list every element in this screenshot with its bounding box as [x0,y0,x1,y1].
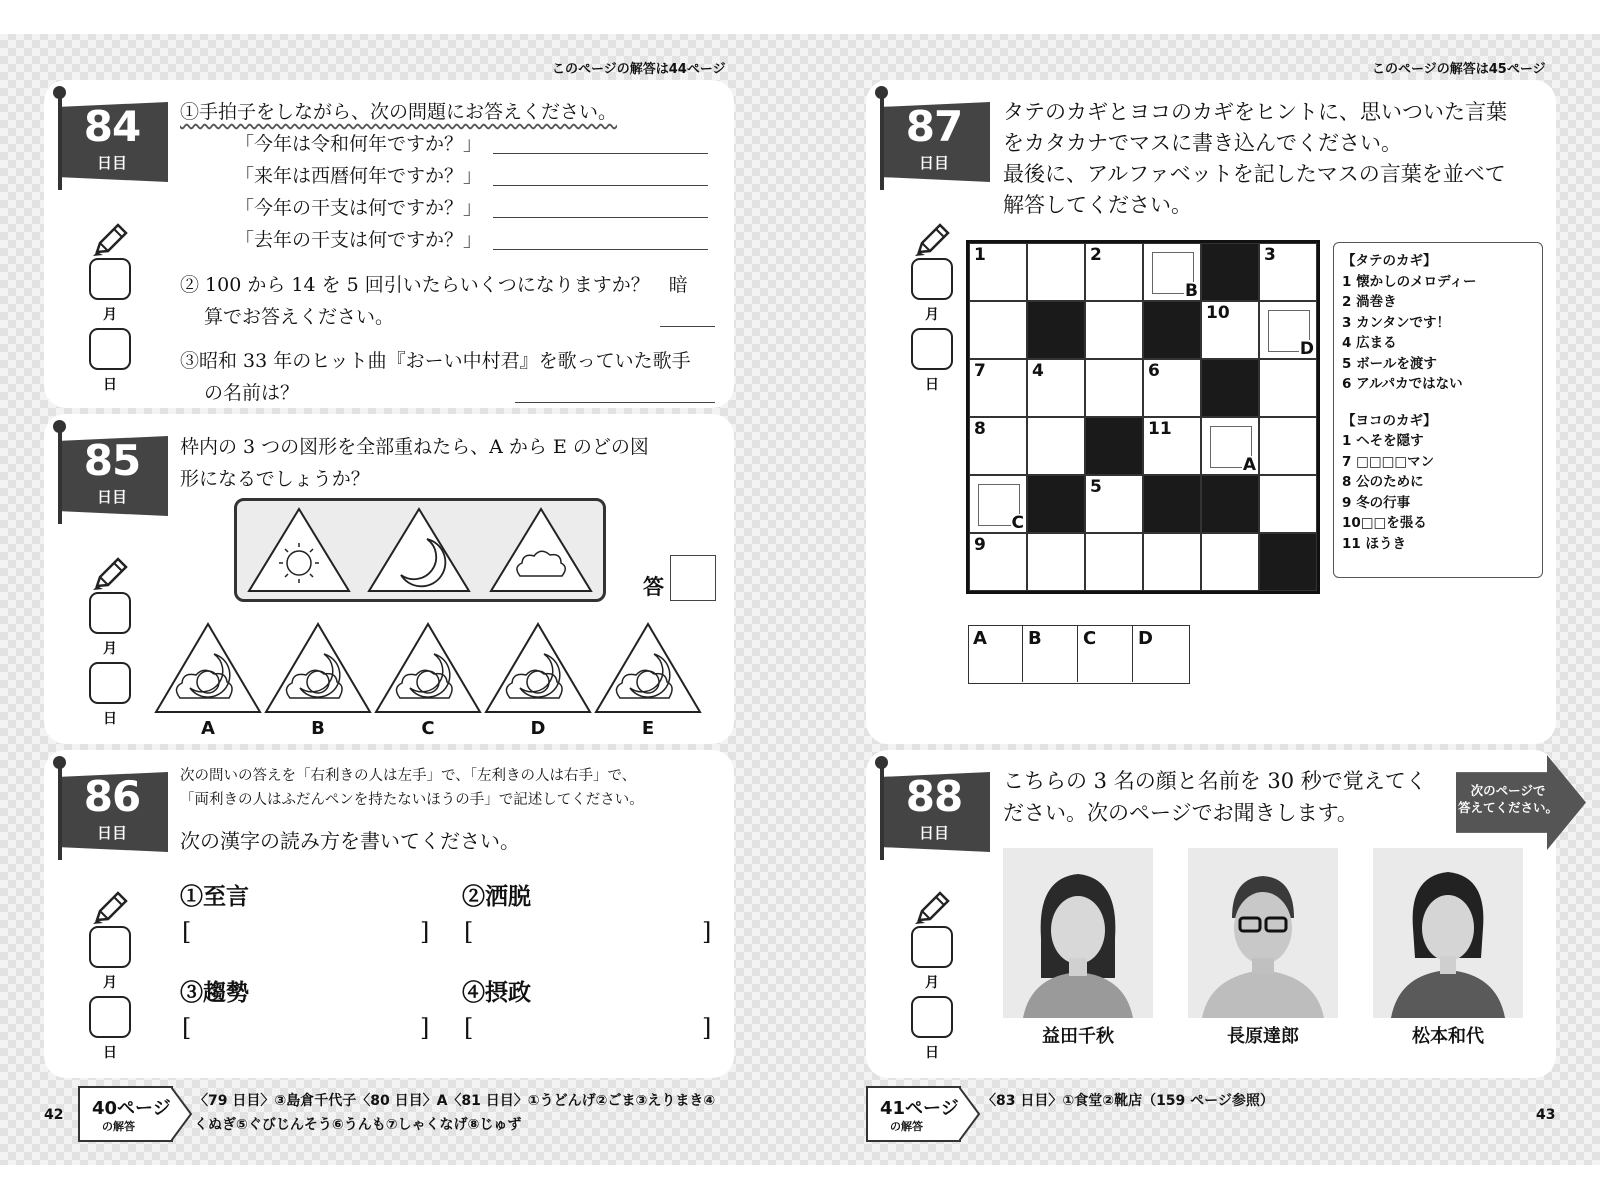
crossword-black-cell [1201,359,1259,417]
q87-text-1: タテのカギとヨコのカギをヒントに、思いついた言葉 [1003,100,1507,124]
tate-clue: 3 カンタンです！ [1342,314,1451,331]
answer-line[interactable] [493,153,708,154]
bracket-open: [ [182,918,192,946]
day-box-label: 日 [925,377,939,393]
yoko-clue: 7 □□□□マン [1342,453,1435,470]
day-box-label: 日 [103,711,117,727]
clue-number: 10 [1206,303,1230,323]
crossword-cell[interactable] [969,533,1027,591]
next-page-arrow-text: 次のページで 答えてください。 [1458,783,1559,815]
tate-clue: 6 アルパカではない [1342,376,1463,392]
tate-clue: 4 広まる [1342,335,1397,351]
crossword-cell[interactable] [1201,417,1259,475]
previous-answers-right-line-1: 〈83 日目〉①食堂②靴店（159 ページ参照） [982,1093,1274,1109]
option-label-d: D [530,718,546,739]
bracket-close: ] [702,1014,712,1042]
pencil-icon [913,890,951,926]
person-photo-2 [1188,848,1338,1018]
day-label: 日目 [96,824,127,842]
bracket-close: ] [702,918,712,946]
answer-line[interactable] [660,326,715,327]
day-flag-88 [880,764,990,860]
option-label-c: C [421,718,435,739]
day-number: 84 [83,102,141,151]
pencil-icon [913,222,951,258]
crossword-black-cell [1143,475,1201,533]
day-number: 87 [905,102,963,151]
day-box[interactable] [89,328,131,370]
q86-text: 次の漢字の読み方を書いてください。 [180,829,520,853]
q84-line-1: 「今年は令和何年ですか？」 [235,133,483,155]
clue-number: 7 [974,361,986,381]
answer-box[interactable] [670,555,716,601]
yoko-clues-title: 【ヨコのカギ】 [1342,412,1437,429]
crossword-black-cell [1027,301,1085,359]
person-name-3: 松本和代 [1412,1026,1484,1047]
q87-text-3: 最後に、アルファベットを記したマスの言葉を並べて [1003,162,1506,186]
bracket-open: [ [464,918,474,946]
answer-letter-box[interactable]: A [969,626,1023,682]
pencil-icon [91,556,129,592]
day-number: 85 [83,436,141,485]
q84-q3-line-1: ③昭和 33 年のヒット曲『おーい中村君』を歌っていた歌手 [180,350,691,372]
q84-line-3: 「今年の干支は何ですか？」 [235,197,483,219]
source-figures-frame [234,498,606,602]
clue-number: 3 [1264,245,1276,265]
day-flag-84 [58,94,168,190]
person-photo-3 [1373,848,1523,1018]
day-box[interactable] [911,328,953,370]
crossword-cell[interactable] [1085,243,1143,301]
sun-triangle-icon [249,509,349,591]
crossword-cell[interactable] [1259,417,1317,475]
tate-clue: 2 渦巻き [1342,294,1397,310]
pencil-icon [91,890,129,926]
option-label-e: E [641,718,655,739]
crossword-black-cell [1027,475,1085,533]
month-box[interactable] [89,258,131,300]
answer-letter-marker: B [1185,281,1198,301]
answer-letter-marker: C [1011,513,1024,533]
clue-number: 1 [974,245,986,265]
q87-text-2: をカタカナでマスに書き込んでください。 [1003,131,1402,155]
answer-field-1[interactable] [200,918,420,950]
answer-letter-box[interactable]: C [1079,626,1133,682]
crossword-cell[interactable] [969,243,1027,301]
source-figures [237,501,603,599]
top-margin [0,0,1600,34]
clue-number: 4 [1032,361,1044,381]
tate-clue: 1 懐かしのメロディー [1342,273,1477,290]
answer-line[interactable] [493,249,708,250]
yoko-clue: 1 ヘそを隠す [1342,433,1424,449]
previous-answers-left-line-1: 〈79 日目〉③島倉千代子〈80 日目〉A〈81 日目〉①うどんげ②ごま③えりまき④ [194,1093,716,1109]
crossword-cell[interactable] [969,475,1027,533]
month-label: 月 [103,307,117,323]
day-box-label: 日 [103,377,117,393]
right-page-header: このページの解答は45ページ [1372,62,1546,77]
day-label: 日目 [96,488,127,506]
tate-clues-title: 【タテのカギ】 [1342,253,1437,269]
day-label: 日目 [918,154,949,172]
kanji-item-2: ②洒脱 [462,883,531,910]
day-flag-87 [880,94,990,190]
q84-intro: ①手拍子をしながら、次の問題にお答えください。 [180,101,618,123]
answer-field-3[interactable] [200,1014,420,1046]
bracket-open: [ [182,1014,192,1042]
moon-triangle-icon [369,509,469,591]
month-box[interactable] [89,592,131,634]
clue-number: 9 [974,535,986,555]
answer-tab-point-icon [959,1086,981,1142]
day-box[interactable] [89,996,131,1038]
yoko-clue: 9 冬の行事 [1342,494,1411,511]
answer-field-2[interactable] [482,918,702,950]
crossword-cell[interactable] [1027,243,1085,301]
crossword-cell[interactable] [1201,301,1259,359]
kanji-item-3: ③趨勢 [180,979,249,1006]
clue-panel [1333,242,1543,578]
q84-q3-line-2: の名前は？ [204,382,300,404]
q87-text-4: 解答してください。 [1003,193,1192,217]
answer-letter-box[interactable]: D [1138,628,1153,649]
crossword-cell[interactable] [1143,533,1201,591]
day-flag-85 [58,428,168,524]
answer-field-4[interactable] [482,1014,702,1046]
kanji-item-4: ④摂政 [462,979,531,1006]
crossword-cell[interactable] [1259,359,1317,417]
crossword-cell[interactable] [1027,533,1085,591]
previous-answers-left-line-2: くぬぎ⑤ぐびじんそう⑥うんも⑦しゃくなげ⑧じゅず [194,1117,522,1133]
answer-letter-marker: D [1299,339,1314,359]
pencil-icon [91,222,129,258]
q85-text-2: 形になるでしょうか？ [180,468,370,490]
month-box[interactable] [911,258,953,300]
crossword-cell[interactable] [969,301,1027,359]
cloud-triangle-icon [491,509,591,591]
answer-line[interactable] [493,217,708,218]
answer-tab-right: 41ページ の解答 [866,1086,961,1142]
crossword-cell[interactable] [1143,417,1201,475]
tate-clue: 5 ボールを渡す [1342,355,1437,372]
crossword-cell[interactable] [1085,533,1143,591]
person-photo-1 [1003,848,1153,1018]
q88-text-1: こちらの 3 名の顔と名前を 30 秒で覚えてく [1003,769,1427,793]
answer-letter-boxes [968,625,1190,684]
crossword-black-cell [1201,243,1259,301]
q84-line-4: 「去年の干支は何ですか？」 [235,229,483,251]
combined-figure-icon [156,624,260,712]
day-number: 86 [83,772,141,821]
q84-q2-line-2: 算でお答えください。 [204,306,395,328]
option-label-a: A [201,718,215,739]
option-label-b: B [311,718,325,739]
q85-text-1: 枠内の 3 つの図形を全部重ねたら、A から E のどの図 [180,436,649,458]
bottom-margin [0,1165,1600,1200]
yoko-clue: 10□□を張る [1342,515,1427,531]
day-flag-86 [58,764,168,860]
page-number-left: 42 [44,1107,64,1123]
crossword-cell[interactable] [1085,475,1143,533]
month-label: 月 [925,975,939,991]
answer-tab-left: 40ページ の解答 [78,1086,173,1142]
month-label: 月 [925,307,939,323]
crossword-cell[interactable] [1085,301,1143,359]
day-box-label: 日 [925,1045,939,1061]
crossword-cell[interactable] [1027,417,1085,475]
day-box[interactable] [911,996,953,1038]
q86-note-2: 「両利きの人はふだんペンを持たないほうの手」で記述してください。 [180,792,644,808]
answer-line[interactable] [515,402,715,403]
person-name-2: 長原達郎 [1227,1026,1299,1047]
answer-tab-point-icon [171,1086,193,1142]
crossword-cell[interactable] [1143,243,1201,301]
month-label: 月 [103,641,117,657]
yoko-clue: 11 ほうき [1342,535,1406,552]
day-label: 日目 [918,824,949,842]
yoko-clue: 8 公のために [1342,474,1424,490]
day-number: 88 [905,772,963,821]
crossword-black-cell [1143,301,1201,359]
answer-label: 答 [643,574,664,599]
kanji-item-1: ①至言 [180,883,249,910]
crossword-grid [966,240,1320,594]
clue-number: 11 [1148,419,1172,439]
crossword-cell[interactable] [1085,359,1143,417]
clue-number: 5 [1090,477,1102,497]
option-figures [152,620,712,716]
month-box[interactable] [911,926,953,968]
crossword-cell[interactable] [1027,359,1085,417]
answer-line[interactable] [493,185,708,186]
page-number-right: 43 [1536,1107,1556,1123]
day-box-label: 日 [103,1045,117,1061]
crossword-cell[interactable] [1259,301,1317,359]
day-box[interactable] [89,662,131,704]
crossword-black-cell [1259,533,1317,591]
bracket-close: ] [420,918,430,946]
q86-note-1: 次の問いの答えを「右利きの人は左手」で、「左利きの人は右手」で、 [180,768,637,784]
answer-letter-box[interactable]: B [1024,626,1078,682]
month-box[interactable] [89,926,131,968]
crossword-cell[interactable] [1259,243,1317,301]
q84-line-2: 「来年は西暦何年ですか？」 [235,165,483,187]
person-name-1: 益田千秋 [1042,1026,1114,1047]
clue-number: 2 [1090,245,1102,265]
crossword-cell[interactable] [1201,533,1259,591]
answer-letter-marker: A [1242,455,1256,475]
bracket-open: [ [464,1014,474,1042]
crossword-black-cell [1201,475,1259,533]
clue-number: 6 [1148,361,1160,381]
month-label: 月 [103,975,117,991]
crossword-cell[interactable] [969,359,1027,417]
crossword-cell[interactable] [1143,359,1201,417]
crossword-cell[interactable] [969,417,1027,475]
clue-number: 8 [974,419,986,439]
q88-text-2: ださい。次のページでお聞きします。 [1003,801,1358,825]
crossword-cell[interactable] [1259,475,1317,533]
left-page-header: このページの解答は44ページ [552,62,726,77]
bracket-close: ] [420,1014,430,1042]
q84-q2-line-1: ② 100 から 14 を 5 回引いたらいくつになりますか？ 暗 [180,274,688,296]
day-label: 日目 [96,154,127,172]
crossword-black-cell [1085,417,1143,475]
